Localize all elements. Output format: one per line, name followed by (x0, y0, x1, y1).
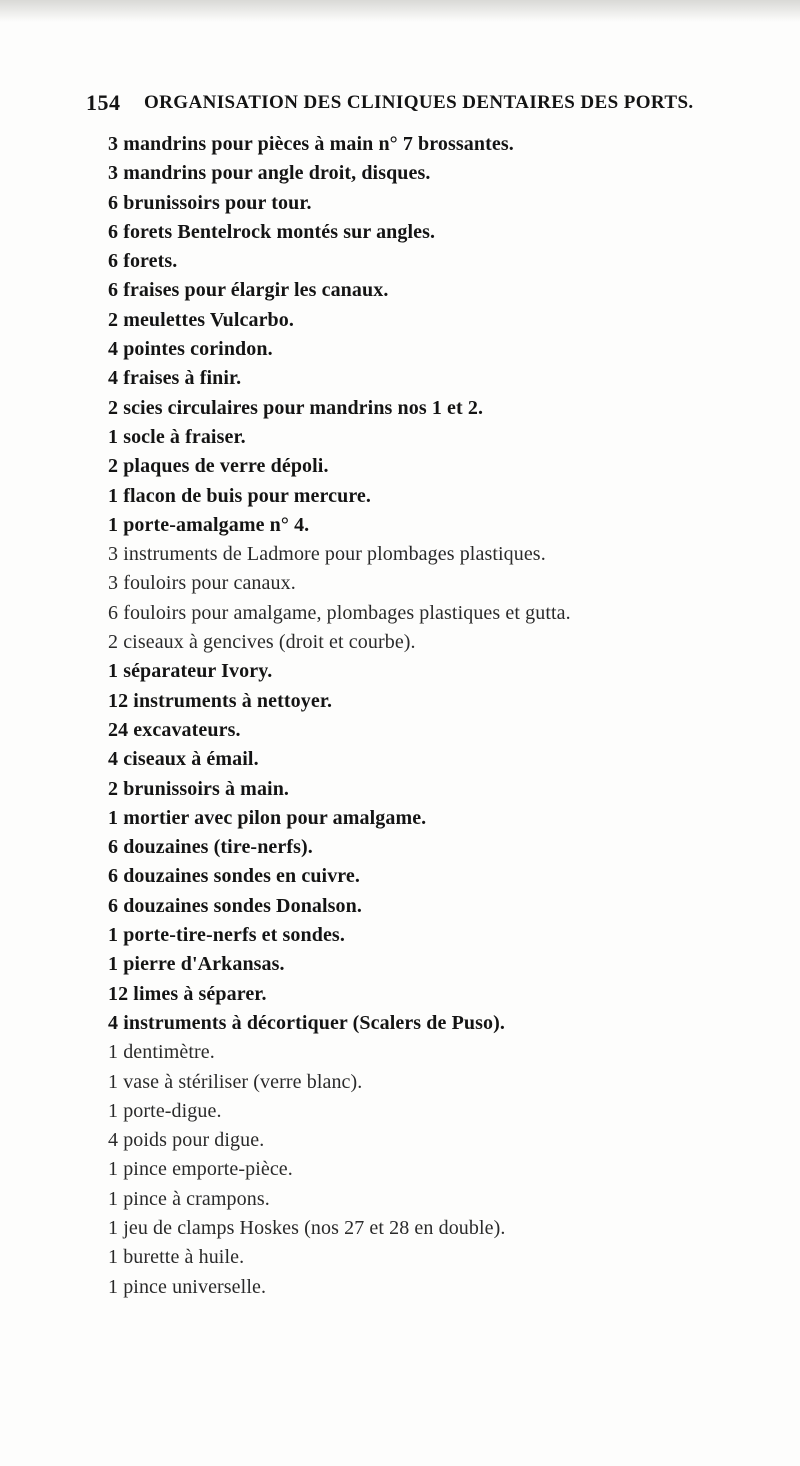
list-item-text: 1 socle à fraiser. (108, 425, 246, 448)
list-item-text: 1 porte-digue. (108, 1099, 222, 1122)
list-item (108, 540, 728, 569)
list-item (108, 628, 728, 657)
list-item-text: 1 flacon de buis pour mercure. (108, 484, 372, 507)
list-item (108, 833, 728, 862)
list-item (108, 159, 728, 188)
list-item-text: 1 séparateur Ivory. (108, 660, 273, 683)
list-item-text: 6 brunissoirs pour tour. (108, 191, 312, 214)
list-item (108, 276, 728, 305)
list-item-text: 6 fouloirs pour amalgame, plombages plastiques et gutta. (108, 601, 571, 624)
list-item (108, 482, 728, 511)
list-item (108, 1097, 728, 1126)
list-item-text: 24 excavateurs. (108, 718, 241, 741)
list-item (108, 1185, 728, 1214)
list-item (108, 364, 728, 393)
list-item-text: 4 poids pour digue. (108, 1129, 265, 1152)
list-item-text: 6 douzaines sondes Donalson. (108, 894, 362, 917)
list-item (108, 1155, 728, 1184)
list-item-text: 4 pointes corindon. (108, 338, 273, 361)
list-item (108, 745, 728, 774)
list-item-text: 1 porte-tire-nerfs et sondes. (108, 924, 345, 947)
list-item (108, 1126, 728, 1155)
page-header (86, 88, 754, 118)
list-item-text: 4 instruments à décortiquer (Scalers de Puso). (108, 1011, 505, 1034)
list-item (108, 950, 728, 979)
list-item-text: 1 porte-amalgame n° 4. (108, 513, 310, 536)
list-item (108, 1214, 728, 1243)
list-item-text: 3 fouloirs pour canaux. (108, 572, 296, 595)
list-item-text: 2 brunissoirs à main. (108, 777, 290, 800)
list-item (108, 716, 728, 745)
list-item (108, 306, 728, 335)
list-item (108, 569, 728, 598)
list-item-text: 1 pince emporte-pièce. (108, 1158, 293, 1181)
list-item-text: 6 douzaines (tire-nerfs). (108, 836, 313, 859)
list-item (108, 189, 728, 218)
list-item-text: 1 pince à crampons. (108, 1187, 270, 1210)
list-item (108, 1243, 728, 1272)
list-item (108, 1038, 728, 1067)
list-item-text: 1 pince universelle. (108, 1275, 267, 1298)
list-item (108, 335, 728, 364)
list-item-text: 1 mortier avec pilon pour amalgame. (108, 806, 427, 829)
list-item-text: 2 meulettes Vulcarbo. (108, 308, 294, 331)
list-item-text: 12 instruments à nettoyer. (108, 689, 333, 712)
list-item-text: 2 ciseaux à gencives (droit et courbe). (108, 631, 416, 654)
list-item (108, 218, 728, 247)
list-item-text: 2 scies circulaires pour mandrins nos 1 et 2. (108, 396, 484, 419)
list-item (108, 1068, 728, 1097)
list-item-text: 1 vase à stériliser (verre blanc). (108, 1070, 363, 1093)
list-item (108, 511, 728, 540)
list-item-text: 1 pierre d'Arkansas. (108, 953, 285, 976)
list-item-text: 6 forets. (108, 250, 178, 273)
list-item (108, 1273, 728, 1302)
list-item-text: 4 fraises à finir. (108, 367, 242, 390)
list-item-text: 2 plaques de verre dépoli. (108, 455, 329, 478)
list-item-text: 3 mandrins pour pièces à main n° 7 brossantes. (108, 133, 514, 155)
list-item (108, 921, 728, 950)
page-number: 154 (86, 90, 121, 115)
list-item-text: 12 limes à séparer. (108, 982, 267, 1005)
list-item (108, 657, 728, 686)
list-item (108, 1009, 728, 1038)
list-item (108, 892, 728, 921)
list-item (108, 130, 728, 159)
instrument-list (108, 130, 728, 1302)
list-item (108, 862, 728, 891)
list-item-text: 1 jeu de clamps Hoskes (nos 27 et 28 en double). (108, 1216, 506, 1239)
list-item (108, 394, 728, 423)
list-item-text: 3 instruments de Ladmore pour plombages plastiques. (108, 543, 546, 566)
list-item-text: 4 ciseaux à émail. (108, 748, 259, 771)
running-title: ORGANISATION DES CLINIQUES DENTAIRES DES PORTS. (144, 92, 694, 113)
list-item (108, 775, 728, 804)
list-item (108, 980, 728, 1009)
list-item-text: 6 douzaines sondes en cuivre. (108, 865, 361, 888)
list-item-text: 6 forets Bentelrock montés sur angles. (108, 220, 436, 243)
list-item (108, 452, 728, 481)
list-item (108, 599, 728, 628)
list-item-text: 6 fraises pour élargir les canaux. (108, 279, 389, 302)
scan-top-edge (0, 0, 800, 22)
list-item (108, 423, 728, 452)
list-item (108, 804, 728, 833)
list-item (108, 687, 728, 716)
list-item-text: 1 burette à huile. (108, 1246, 245, 1269)
list-item-text: 3 mandrins pour angle droit, disques. (108, 162, 431, 185)
list-item (108, 247, 728, 276)
list-item-text: 1 dentimètre. (108, 1041, 215, 1064)
